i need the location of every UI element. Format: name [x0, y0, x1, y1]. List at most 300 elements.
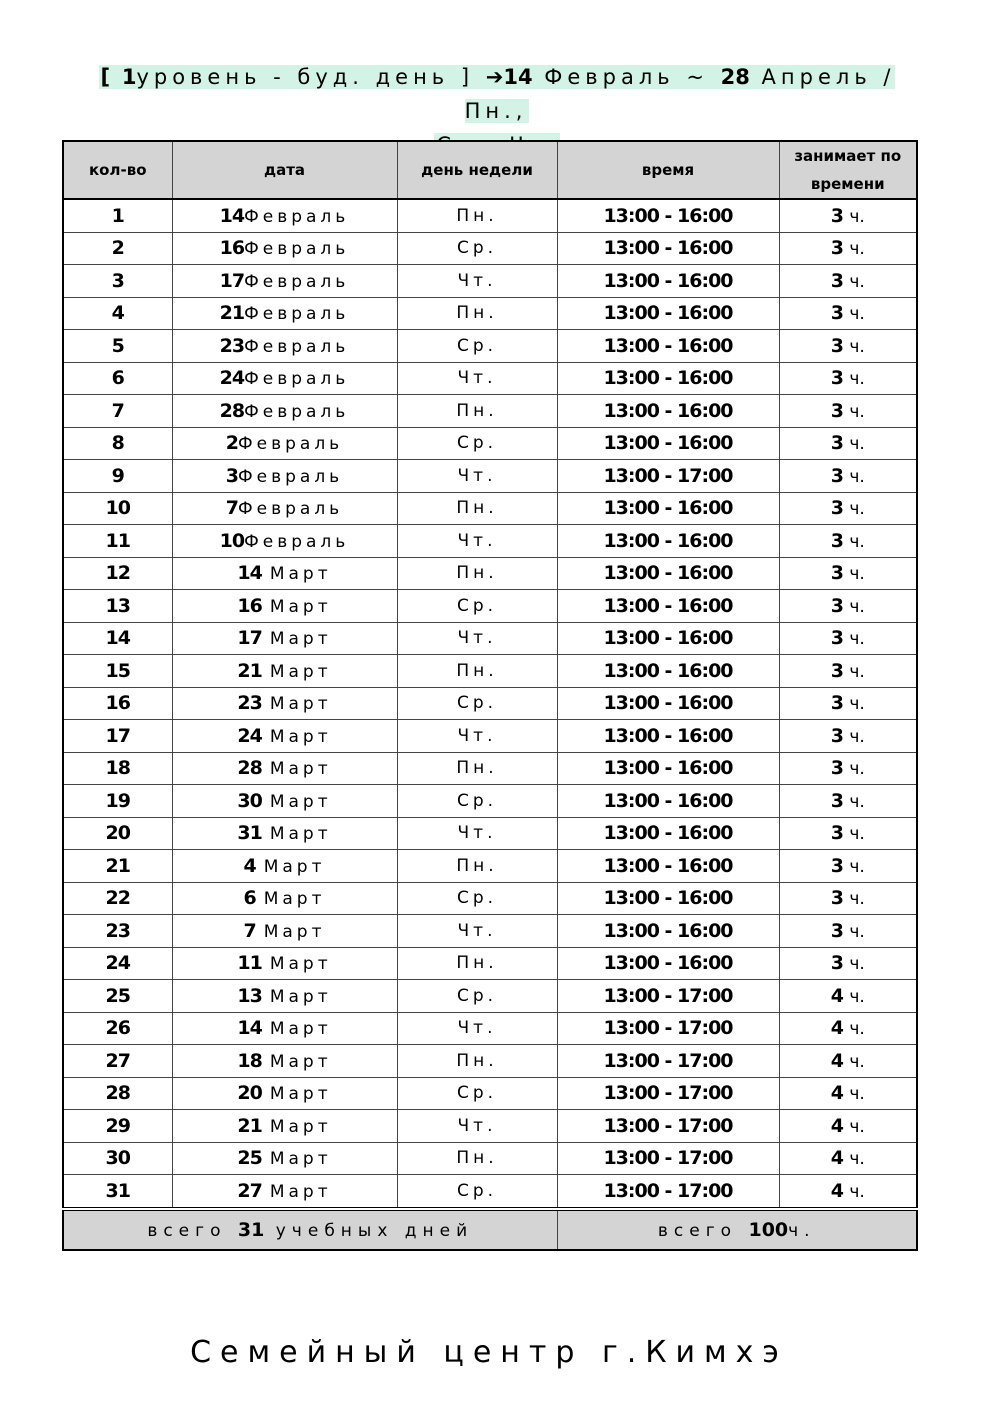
row-number: 4 [63, 297, 172, 330]
row-date [172, 460, 397, 493]
row-date-month: Февраль [244, 336, 350, 357]
row-weekday: Ср. [397, 882, 557, 915]
row-duration-unit: ч. [849, 531, 865, 552]
row-duration-unit: ч. [849, 1051, 865, 1072]
row-duration-unit: ч. [849, 206, 865, 227]
row-duration [779, 492, 917, 525]
row-duration [779, 1110, 917, 1143]
col-header-weekday: день недели [397, 141, 557, 199]
row-duration-hours: 4 [830, 1114, 844, 1137]
row-number: 3 [63, 265, 172, 298]
row-date-month: Март [269, 1181, 332, 1202]
row-duration-hours: 3 [830, 724, 844, 747]
row-duration [779, 785, 917, 818]
row-time: 13:00 - 16:00 [557, 882, 779, 915]
row-date [172, 557, 397, 590]
row-date-month: Март [269, 791, 332, 812]
row-weekday: Пн. [397, 1142, 557, 1175]
row-duration-unit: ч. [849, 759, 865, 780]
row-duration-hours: 3 [830, 822, 844, 845]
row-date [172, 882, 397, 915]
row-date-month: Февраль [238, 499, 344, 520]
row-duration [779, 427, 917, 460]
row-date [172, 1110, 397, 1143]
table-row [63, 785, 917, 818]
schedule-table [62, 140, 918, 1251]
row-date [172, 817, 397, 850]
row-weekday: Чт. [397, 460, 557, 493]
row-duration [779, 232, 917, 265]
row-time: 13:00 - 16:00 [557, 850, 779, 883]
row-number: 28 [63, 1077, 172, 1110]
row-date-day: 18 [237, 1049, 262, 1072]
row-date [172, 525, 397, 558]
row-duration-unit: ч. [849, 986, 865, 1007]
row-number: 21 [63, 850, 172, 883]
row-weekday: Пн. [397, 947, 557, 980]
row-number: 8 [63, 427, 172, 460]
row-number: 10 [63, 492, 172, 525]
row-number: 29 [63, 1110, 172, 1143]
row-date-day: 24 [237, 724, 262, 747]
row-weekday: Чт. [397, 1110, 557, 1143]
row-duration [779, 752, 917, 785]
row-duration-hours: 3 [830, 692, 844, 715]
row-weekday: Чт. [397, 1012, 557, 1045]
row-date-month: Февраль [244, 304, 350, 325]
row-duration-hours: 3 [830, 952, 844, 975]
header-row [63, 141, 917, 199]
row-duration-hours: 4 [830, 1049, 844, 1072]
row-date [172, 427, 397, 460]
row-weekday: Ср. [397, 590, 557, 623]
table-row [63, 1012, 917, 1045]
row-time: 13:00 - 16:00 [557, 947, 779, 980]
table-row [63, 557, 917, 590]
row-date [172, 199, 397, 232]
row-date-day: 3 [225, 464, 238, 487]
row-date-day: 27 [237, 1179, 262, 1202]
row-date [172, 492, 397, 525]
row-time: 13:00 - 17:00 [557, 1045, 779, 1078]
row-time: 13:00 - 16:00 [557, 785, 779, 818]
row-duration [779, 362, 917, 395]
row-date-day: 17 [219, 269, 245, 292]
row-duration [779, 720, 917, 753]
row-number: 26 [63, 1012, 172, 1045]
row-date-month: Февраль [244, 531, 350, 552]
row-duration-unit: ч. [849, 304, 865, 325]
row-duration-hours: 3 [830, 432, 844, 455]
row-duration-hours: 4 [830, 1179, 844, 1202]
row-time: 13:00 - 16:00 [557, 362, 779, 395]
row-number: 12 [63, 557, 172, 590]
row-date-month: Февраль [238, 466, 344, 487]
row-duration-unit: ч. [849, 369, 865, 390]
row-date-month: Март [269, 726, 332, 747]
row-date [172, 785, 397, 818]
row-weekday: Ср. [397, 330, 557, 363]
row-duration [779, 915, 917, 948]
col-header-time: время [557, 141, 779, 199]
row-duration [779, 199, 917, 232]
row-duration-unit: ч. [849, 1084, 865, 1105]
row-time: 13:00 - 16:00 [557, 622, 779, 655]
row-date-day: 14 [219, 204, 245, 227]
row-time: 13:00 - 16:00 [557, 655, 779, 688]
row-time: 13:00 - 17:00 [557, 1077, 779, 1110]
row-duration [779, 525, 917, 558]
row-time: 13:00 - 16:00 [557, 720, 779, 753]
row-time: 13:00 - 16:00 [557, 395, 779, 428]
table-row [63, 362, 917, 395]
row-weekday: Ср. [397, 427, 557, 460]
total-hours: всего 100ч. [557, 1209, 917, 1250]
row-time: 13:00 - 17:00 [557, 1110, 779, 1143]
row-date [172, 752, 397, 785]
row-date-month: Март [269, 661, 332, 682]
row-weekday: Ср. [397, 1175, 557, 1209]
row-date [172, 720, 397, 753]
row-duration [779, 882, 917, 915]
table-row [63, 460, 917, 493]
row-weekday: Пн. [397, 557, 557, 590]
row-number: 19 [63, 785, 172, 818]
row-number: 20 [63, 817, 172, 850]
table-row [63, 590, 917, 623]
table-row [63, 915, 917, 948]
row-date [172, 980, 397, 1013]
row-number: 13 [63, 590, 172, 623]
row-weekday: Пн. [397, 492, 557, 525]
row-date [172, 850, 397, 883]
table-row [63, 297, 917, 330]
row-date-day: 31 [237, 822, 262, 845]
row-time: 13:00 - 17:00 [557, 1012, 779, 1045]
row-duration-unit: ч. [849, 271, 865, 292]
row-date-month: Февраль [244, 206, 350, 227]
row-duration [779, 590, 917, 623]
row-weekday: Ср. [397, 980, 557, 1013]
row-duration [779, 1175, 917, 1209]
row-date-month: Март [263, 889, 326, 910]
row-duration [779, 622, 917, 655]
row-duration [779, 297, 917, 330]
row-duration [779, 460, 917, 493]
row-duration [779, 265, 917, 298]
row-duration [779, 980, 917, 1013]
table-row [63, 1077, 917, 1110]
row-date-day: 4 [243, 854, 256, 877]
row-duration [779, 395, 917, 428]
row-duration-hours: 3 [830, 269, 844, 292]
table-row [63, 817, 917, 850]
row-date-day: 7 [225, 497, 238, 520]
row-time: 13:00 - 17:00 [557, 1175, 779, 1209]
row-number: 25 [63, 980, 172, 1013]
row-date-month: Март [263, 856, 326, 877]
row-time: 13:00 - 16:00 [557, 557, 779, 590]
row-date-month: Февраль [244, 239, 350, 260]
row-duration-hours: 3 [830, 497, 844, 520]
table-row [63, 882, 917, 915]
row-date [172, 915, 397, 948]
row-duration-hours: 3 [830, 464, 844, 487]
row-duration-unit: ч. [849, 499, 865, 520]
row-date-day: 14 [237, 1017, 262, 1040]
row-date [172, 1077, 397, 1110]
row-duration-hours: 3 [830, 529, 844, 552]
row-duration-hours: 3 [830, 302, 844, 325]
row-date-month: Февраль [244, 369, 350, 390]
table-row [63, 1110, 917, 1143]
row-number: 24 [63, 947, 172, 980]
row-date-day: 14 [237, 562, 262, 585]
row-duration-hours: 3 [830, 919, 844, 942]
row-date-day: 6 [243, 887, 256, 910]
row-duration-hours: 3 [830, 367, 844, 390]
table-row [63, 1045, 917, 1078]
row-date-day: 11 [237, 952, 262, 975]
row-duration-hours: 3 [830, 594, 844, 617]
row-duration-hours: 3 [830, 627, 844, 650]
row-date [172, 297, 397, 330]
row-number: 30 [63, 1142, 172, 1175]
row-time: 13:00 - 16:00 [557, 232, 779, 265]
table-row [63, 655, 917, 688]
row-time: 13:00 - 16:00 [557, 817, 779, 850]
row-duration-unit: ч. [849, 401, 865, 422]
table-row [63, 199, 917, 232]
row-weekday: Пн. [397, 199, 557, 232]
col-header-date: дата [172, 141, 397, 199]
row-date [172, 1142, 397, 1175]
table-row [63, 1175, 917, 1209]
row-duration-hours: 3 [830, 887, 844, 910]
row-date-month: Март [269, 694, 332, 715]
row-duration-hours: 3 [830, 399, 844, 422]
row-duration-unit: ч. [849, 1116, 865, 1137]
table-row [63, 850, 917, 883]
row-date-month: Март [269, 954, 332, 975]
row-duration [779, 330, 917, 363]
row-date [172, 687, 397, 720]
row-date-month: Март [269, 1051, 332, 1072]
row-duration-hours: 3 [830, 334, 844, 357]
row-duration-unit: ч. [849, 824, 865, 845]
totals-row [63, 1209, 917, 1250]
row-number: 7 [63, 395, 172, 428]
col-header-count: кол-во [63, 141, 172, 199]
row-time: 13:00 - 16:00 [557, 915, 779, 948]
row-date-month: Февраль [244, 401, 350, 422]
total-days: всего 31 учебных дней [63, 1209, 557, 1250]
row-number: 2 [63, 232, 172, 265]
row-date-month: Март [269, 1116, 332, 1137]
row-date [172, 947, 397, 980]
table-row [63, 265, 917, 298]
row-duration-hours: 3 [830, 757, 844, 780]
row-date-month: Март [269, 1084, 332, 1105]
row-duration [779, 947, 917, 980]
row-weekday: Пн. [397, 850, 557, 883]
row-number: 9 [63, 460, 172, 493]
table-row [63, 947, 917, 980]
table-row [63, 720, 917, 753]
row-date-month: Март [269, 1019, 332, 1040]
row-date-month: Февраль [238, 434, 344, 455]
row-weekday: Чт. [397, 622, 557, 655]
row-date-month: Март [269, 986, 332, 1007]
col-header-duration: занимает по времени [779, 141, 917, 199]
row-time: 13:00 - 16:00 [557, 492, 779, 525]
row-weekday: Пн. [397, 297, 557, 330]
row-duration-unit: ч. [849, 1019, 865, 1040]
row-number: 1 [63, 199, 172, 232]
row-number: 31 [63, 1175, 172, 1209]
row-date-month: Март [269, 596, 332, 617]
row-date-day: 13 [237, 984, 262, 1007]
table-row [63, 232, 917, 265]
row-duration-hours: 3 [830, 659, 844, 682]
row-weekday: Чт. [397, 265, 557, 298]
row-weekday: Чт. [397, 362, 557, 395]
row-date-day: 24 [219, 367, 245, 390]
row-date-day: 16 [219, 237, 245, 260]
row-duration [779, 1045, 917, 1078]
row-duration-unit: ч. [849, 596, 865, 617]
row-date-day: 7 [243, 919, 256, 942]
row-weekday: Ср. [397, 232, 557, 265]
row-date [172, 1175, 397, 1209]
row-date [172, 265, 397, 298]
row-duration-unit: ч. [849, 1149, 865, 1170]
row-duration [779, 817, 917, 850]
row-duration-unit: ч. [849, 336, 865, 357]
row-date-month: Март [269, 759, 332, 780]
table-row [63, 427, 917, 460]
row-duration [779, 1077, 917, 1110]
table-row [63, 492, 917, 525]
row-date-day: 21 [219, 302, 245, 325]
table-row [63, 395, 917, 428]
row-number: 5 [63, 330, 172, 363]
row-number: 27 [63, 1045, 172, 1078]
row-date-month: Март [269, 564, 332, 585]
row-number: 16 [63, 687, 172, 720]
row-weekday: Пн. [397, 752, 557, 785]
row-date-day: 30 [237, 789, 262, 812]
row-date-day: 20 [237, 1082, 262, 1105]
row-duration-unit: ч. [849, 954, 865, 975]
row-duration-unit: ч. [849, 694, 865, 715]
row-number: 15 [63, 655, 172, 688]
row-number: 23 [63, 915, 172, 948]
row-duration-hours: 4 [830, 1082, 844, 1105]
row-duration [779, 687, 917, 720]
row-duration [779, 557, 917, 590]
row-duration-hours: 3 [830, 854, 844, 877]
row-date-month: Март [269, 824, 332, 845]
row-number: 11 [63, 525, 172, 558]
row-duration [779, 850, 917, 883]
row-date [172, 622, 397, 655]
row-date [172, 395, 397, 428]
row-duration-unit: ч. [849, 434, 865, 455]
row-date [172, 590, 397, 623]
row-date-day: 21 [237, 1114, 262, 1137]
row-date-day: 23 [219, 334, 245, 357]
row-weekday: Чт. [397, 817, 557, 850]
row-date-month: Март [263, 921, 326, 942]
row-duration-unit: ч. [849, 564, 865, 585]
row-number: 14 [63, 622, 172, 655]
row-duration-hours: 3 [830, 237, 844, 260]
row-time: 13:00 - 16:00 [557, 427, 779, 460]
row-weekday: Чт. [397, 915, 557, 948]
row-duration-unit: ч. [849, 1181, 865, 1202]
row-time: 13:00 - 16:00 [557, 687, 779, 720]
row-date-month: Март [269, 1149, 332, 1170]
row-date-day: 17 [237, 627, 262, 650]
row-date-day: 28 [219, 399, 245, 422]
row-weekday: Ср. [397, 1077, 557, 1110]
row-time: 13:00 - 17:00 [557, 980, 779, 1013]
row-weekday: Ср. [397, 687, 557, 720]
row-time: 13:00 - 16:00 [557, 297, 779, 330]
row-duration-unit: ч. [849, 856, 865, 877]
table-row [63, 687, 917, 720]
row-time: 13:00 - 17:00 [557, 1142, 779, 1175]
row-duration-hours: 4 [830, 984, 844, 1007]
row-time: 13:00 - 17:00 [557, 460, 779, 493]
row-time: 13:00 - 16:00 [557, 199, 779, 232]
row-time: 13:00 - 16:00 [557, 752, 779, 785]
table-row [63, 1142, 917, 1175]
title-highlight: [ 1уровень - буд. день ] ➔14 Февраль ~ 28 Апрель / Пн., [100, 65, 896, 123]
row-weekday: Пн. [397, 1045, 557, 1078]
row-date [172, 1012, 397, 1045]
table-row [63, 525, 917, 558]
row-duration [779, 655, 917, 688]
row-time: 13:00 - 16:00 [557, 525, 779, 558]
footer-organization: Семейный центр г.Кимхэ [190, 1335, 788, 1370]
row-duration-hours: 4 [830, 1147, 844, 1170]
row-weekday: Ср. [397, 785, 557, 818]
row-duration [779, 1012, 917, 1045]
row-duration-hours: 3 [830, 789, 844, 812]
row-duration-unit: ч. [849, 726, 865, 747]
row-duration-unit: ч. [849, 661, 865, 682]
table-row [63, 752, 917, 785]
row-duration-hours: 4 [830, 1017, 844, 1040]
row-number: 17 [63, 720, 172, 753]
row-date [172, 232, 397, 265]
row-duration-unit: ч. [849, 791, 865, 812]
row-duration-unit: ч. [849, 629, 865, 650]
row-time: 13:00 - 16:00 [557, 265, 779, 298]
row-date-day: 21 [237, 659, 262, 682]
row-date-day: 23 [237, 692, 262, 715]
row-date-day: 10 [219, 529, 245, 552]
row-weekday: Чт. [397, 525, 557, 558]
row-time: 13:00 - 16:00 [557, 590, 779, 623]
table-row [63, 980, 917, 1013]
row-duration-hours: 3 [830, 562, 844, 585]
row-duration-unit: ч. [849, 921, 865, 942]
table-row [63, 622, 917, 655]
row-date [172, 362, 397, 395]
